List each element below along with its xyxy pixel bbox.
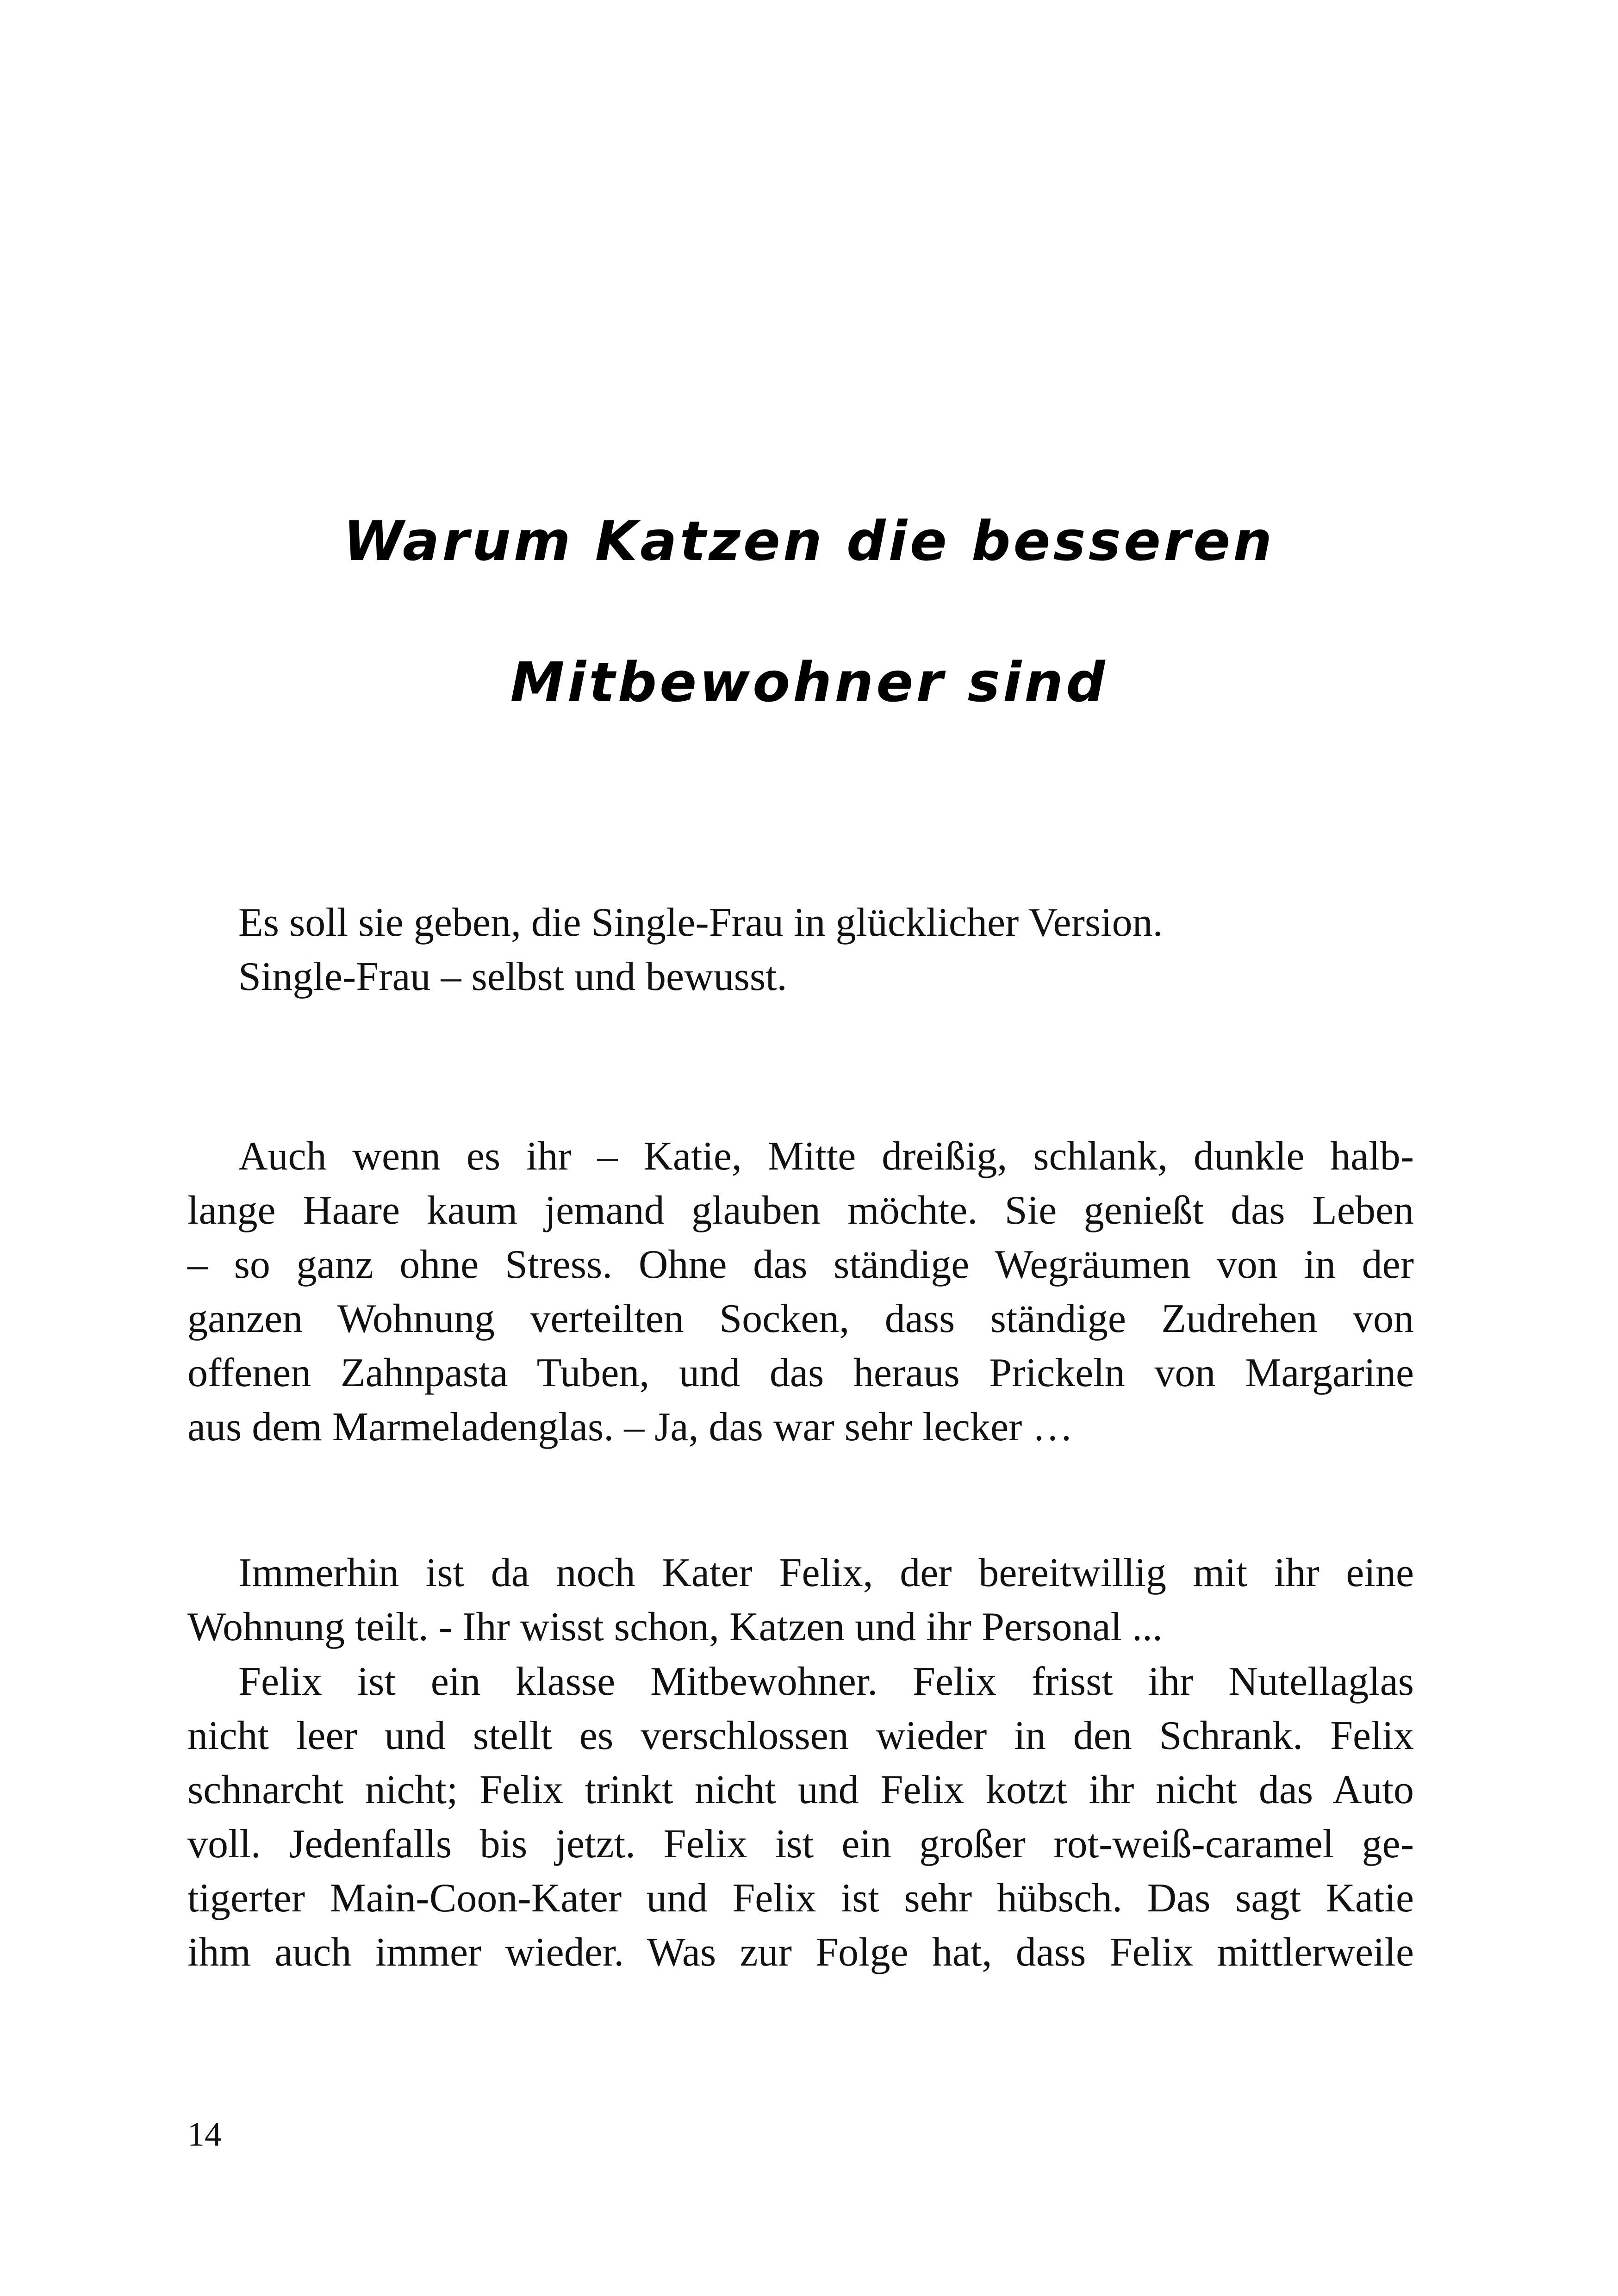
paragraph-line: Wohnung teilt. - Ihr wisst schon, Katzen und ihr Personal ...: [187, 1605, 1163, 1649]
paragraph-line: ganzen Wohnung verteilten Socken, dass ständige Zudrehen von: [187, 1296, 1414, 1341]
chapter-title-line-2: Mitbewohner sind: [510, 650, 1108, 714]
paragraph-line: nicht leer und stellt es verschlossen wieder in den Schrank. Felix: [187, 1713, 1414, 1758]
paragraph-2: [187, 1129, 1414, 1454]
paragraph-line: aus dem Marmeladenglas. – Ja, das war sehr lecker …: [187, 1405, 1073, 1450]
paragraph-line: lange Haare kaum jemand glauben möchte. Sie genießt das Leben: [187, 1188, 1414, 1233]
paragraph-line: tigerter Main-Coon-Kater und Felix ist sehr hübsch. Das sagt Katie: [187, 1876, 1414, 1921]
paragraph-line: offenen Zahnpasta Tuben, und das heraus Prickeln von Margarine: [187, 1350, 1414, 1395]
paragraph-4: [187, 1655, 1414, 1979]
page-number: 14: [187, 2116, 222, 2153]
paragraph-line: voll. Jedenfalls bis jetzt. Felix ist ein großer rot-weiß-caramel ge-: [187, 1822, 1414, 1867]
paragraph-line: Single-Frau – selbst und bewusst.: [238, 954, 787, 999]
paragraph-line: schnarcht nicht; Felix trinkt nicht und Felix kotzt ihr nicht das Auto: [187, 1767, 1414, 1812]
paragraph-line: – so ganz ohne Stress. Ohne das ständige Wegräumen von in der: [187, 1242, 1414, 1287]
paragraph-3: [187, 1546, 1414, 1654]
paragraph-line: ihm auch immer wieder. Was zur Folge hat, dass Felix mittlerweile: [187, 1930, 1414, 1975]
paragraph-1: [187, 896, 1414, 1004]
paragraph-line: Felix ist ein klasse Mitbewohner. Felix frisst ihr Nutellaglas: [238, 1659, 1414, 1704]
chapter-title-line-1: Warum Katzen die besseren: [343, 509, 1275, 573]
paragraph-line: Es soll sie geben, die Single-Frau in glücklicher Version.: [238, 900, 1163, 945]
paragraph-line: Immerhin ist da noch Kater Felix, der bereitwillig mit ihr eine: [238, 1550, 1414, 1595]
paragraph-line: Auch wenn es ihr – Katie, Mitte dreißig, schlank, dunkle halb-: [238, 1134, 1414, 1179]
